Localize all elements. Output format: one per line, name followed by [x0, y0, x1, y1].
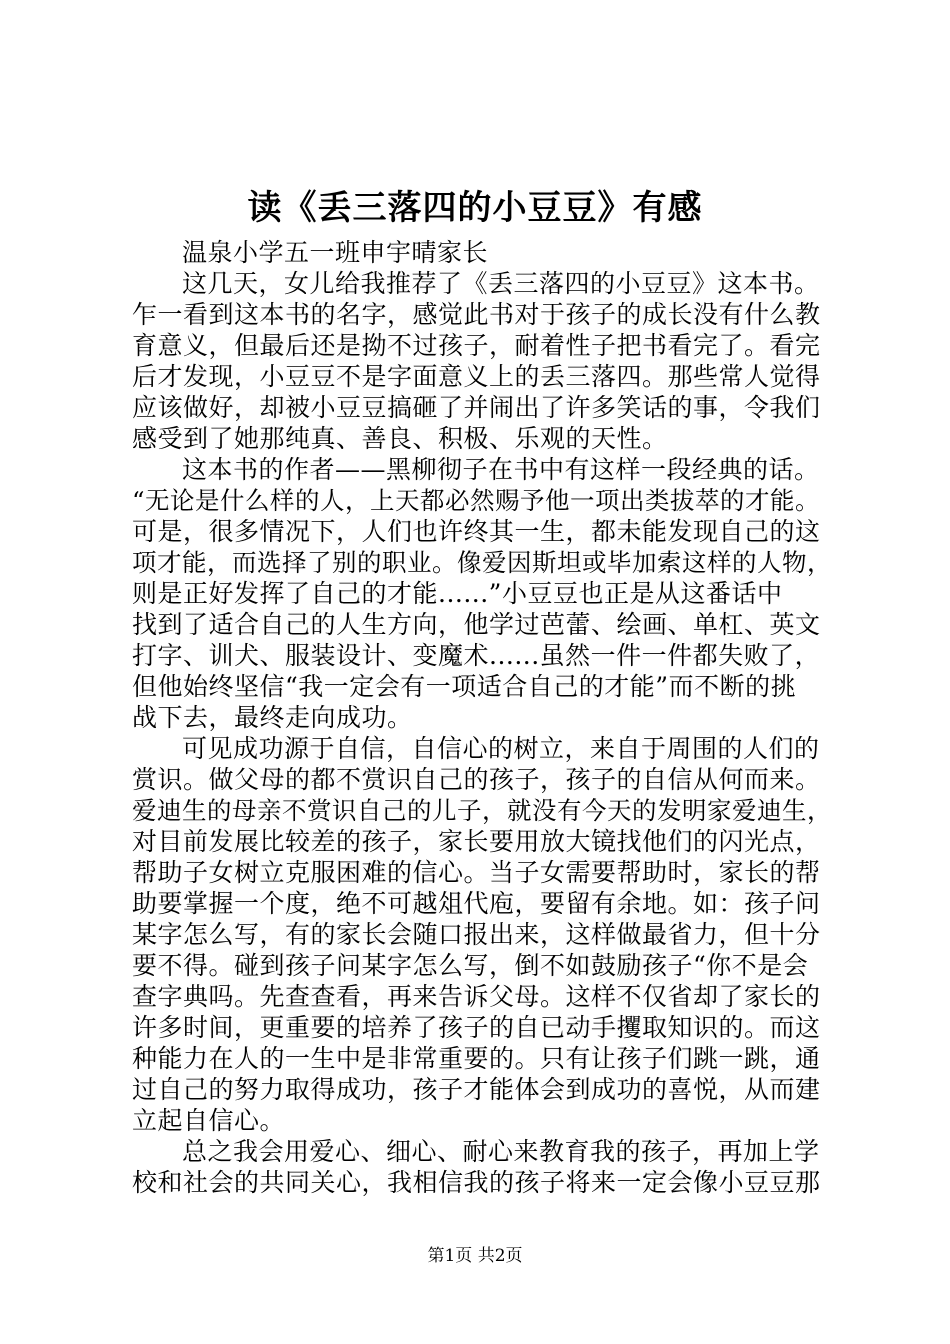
- paragraph-line: 战下去，最终走向成功。: [132, 703, 413, 732]
- paragraph-line: 助要掌握一个度，绝不可越俎代庖，要留有余地。如：孩子问: [132, 889, 821, 918]
- paragraph-line: 找到了适合自己的人生方向，他学过芭蕾、绘画、单杠、英文: [132, 610, 821, 639]
- page-title: 读《丢三落四的小豆豆》有感: [247, 188, 703, 228]
- page-number-footer: 第1页 共2页: [427, 1246, 523, 1266]
- paragraph-line: 过自己的努力取得成功，孩子才能体会到成功的喜悦，从而建: [132, 1075, 821, 1104]
- paragraph-line: 爱迪生的母亲不赏识自己的儿子，就没有今天的发明家爱迪生，: [132, 796, 832, 825]
- paragraph-line: 乍一看到这本书的名字，感觉此书对于孩子的成长没有什么教: [132, 300, 821, 329]
- paragraph-line: 校和社会的共同关心，我相信我的孩子将来一定会像小豆豆那: [132, 1168, 821, 1197]
- paragraph-line: 这本书的作者——黑柳彻子在书中有这样一段经典的话。: [182, 455, 820, 484]
- paragraph-line: 但他始终坚信“我一定会有一项适合自己的才能”而不断的挑: [132, 672, 797, 701]
- paragraph-line: 某字怎么写，有的家长会随口报出来，这样做最省力，但十分: [132, 920, 821, 949]
- author-line: 温泉小学五一班申宇晴家长: [182, 238, 489, 267]
- paragraph-line: 打字、训犬、服装设计、变魔术......虽然一件一件都失败了，: [132, 641, 821, 670]
- paragraph-line: 要不得。碰到孩子问某字怎么写，倒不如鼓励孩子“你不是会: [132, 951, 809, 980]
- paragraph-line: “无论是什么样的人，上天都必然赐予他一项出类拔萃的才能。: [132, 486, 821, 515]
- paragraph-line: 感受到了她那纯真、善良、积极、乐观的天性。: [132, 424, 668, 453]
- paragraph-line: 帮助子女树立克服困难的信心。当子女需要帮助时，家长的帮: [132, 858, 821, 887]
- paragraph-line: 项才能，而选择了别的职业。像爱因斯坦或毕加索这样的人物，: [132, 548, 832, 577]
- paragraph-line: 则是正好发挥了自己的才能......”小豆豆也正是从这番话中: [132, 579, 783, 608]
- paragraph-line: 查字典吗。先查查看，再来告诉父母。这样不仅省却了家长的: [132, 982, 821, 1011]
- paragraph-line: 可是，很多情况下，人们也许终其一生，都未能发现自己的这: [132, 517, 821, 546]
- paragraph-line: 这几天，女儿给我推荐了《丢三落四的小豆豆》这本书。: [182, 269, 820, 298]
- paragraph-line: 对目前发展比较差的孩子，家长要用放大镜找他们的闪光点，: [132, 827, 821, 856]
- paragraph-line: 许多时间，更重要的培养了孩子的自已动手攫取知识的。而这: [132, 1013, 821, 1042]
- paragraph-line: 育意义，但最后还是拗不过孩子，耐着性子把书看完了。看完: [132, 331, 821, 360]
- paragraph-line: 赏识。做父母的都不赏识自己的孩子，孩子的自信从何而来。: [132, 765, 821, 794]
- paragraph-line: 后才发现，小豆豆不是字面意义上的丢三落四。那些常人觉得: [132, 362, 821, 391]
- paragraph-line: 应该做好，却被小豆豆搞砸了并闹出了许多笑话的事，令我们: [132, 393, 821, 422]
- paragraph-line: 可见成功源于自信，自信心的树立，来自于周围的人们的: [182, 734, 820, 763]
- paragraph-line: 种能力在人的一生中是非常重要的。只有让孩子们跳一跳，通: [132, 1044, 821, 1073]
- paragraph-line: 总之我会用爱心、细心、耐心来教育我的孩子，再加上学: [182, 1137, 820, 1166]
- paragraph-line: 立起自信心。: [132, 1106, 286, 1135]
